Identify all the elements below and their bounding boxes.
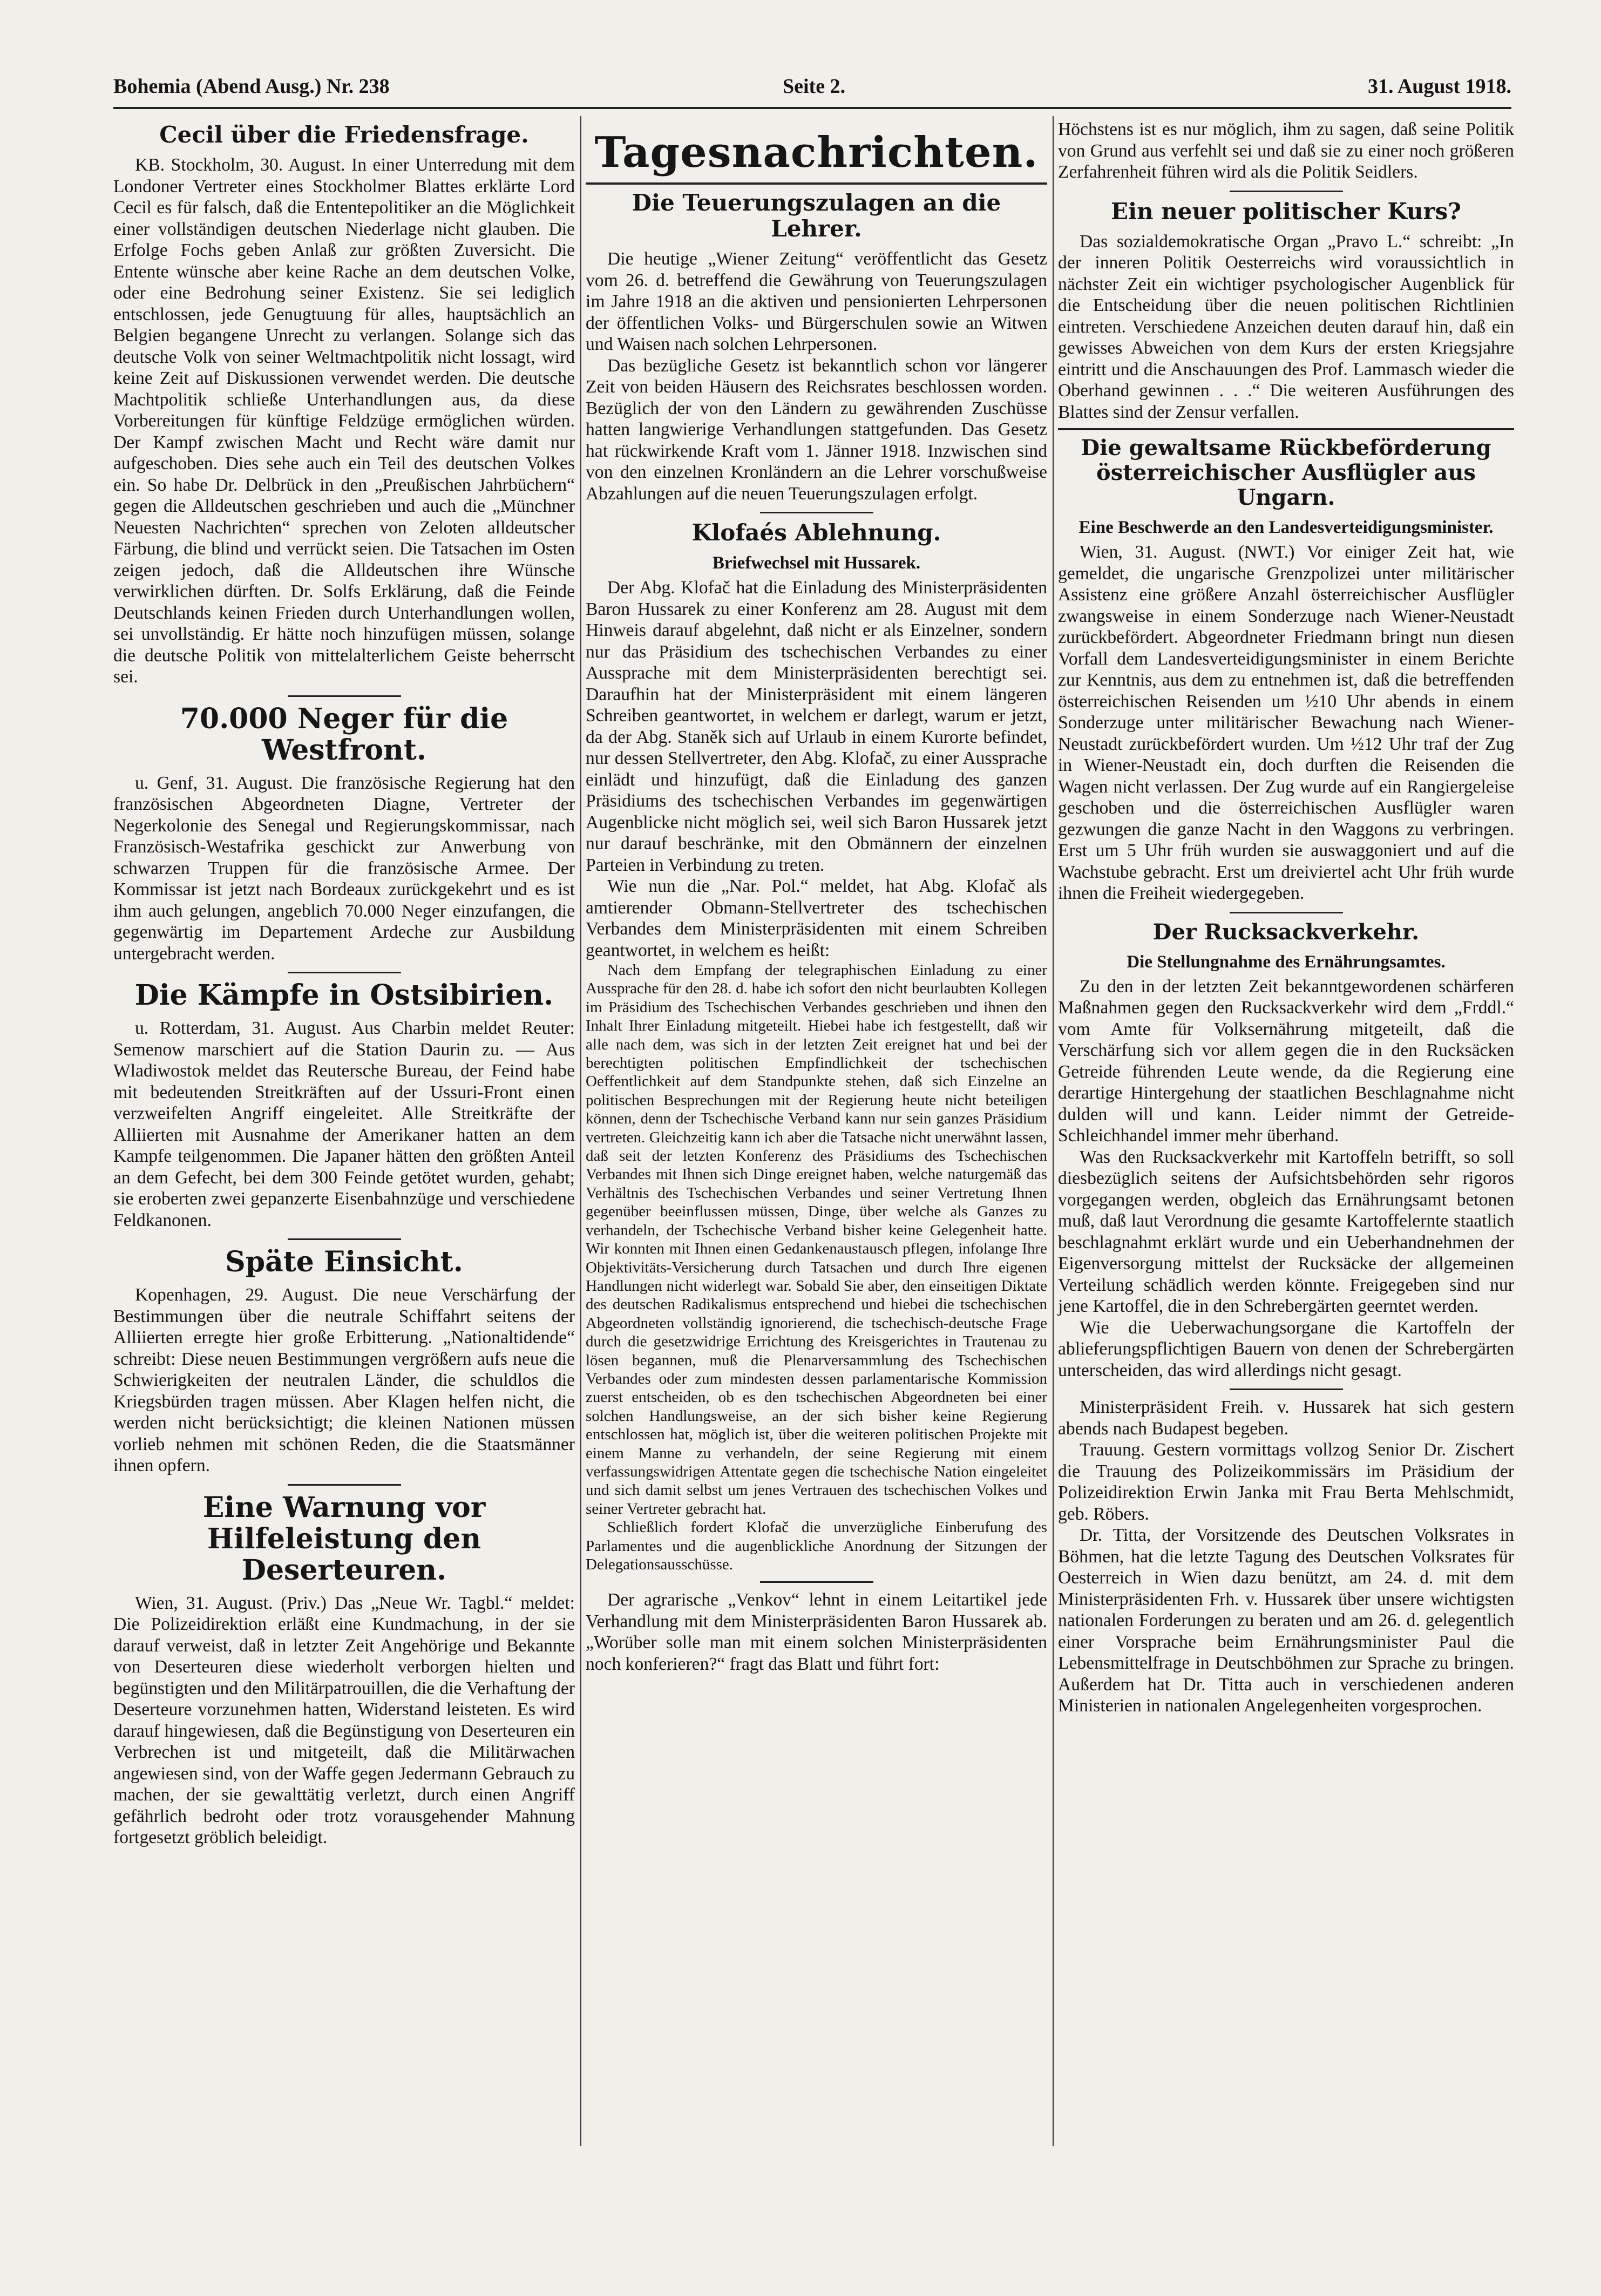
note-titta: Dr. Titta, der Vorsitzende des Deutschen Volksrates in Böhmen, hat die letzte Tagung des Deutschen Volksrates für Oesterreich in Wien dazu benützt, am 24. d. mit dem Ministerpräsidenten Frh. v. Hussarek über unsere wichtigsten nationalen Forderungen zu beraten und am 26. d. gelegentlich einer Vorsprache beim Ernährungsminister Paul die Lebensmittelfrage in Deutschböhmen zur Sprache zu bringen. Außerdem hat Dr. Titta auch in verschiedenen anderen Ministerien in nationalen Angelegenheiten vorgesprochen.: [1058, 1525, 1514, 1716]
article-separator: [760, 1581, 873, 1583]
issue-date: 31. August 1918.: [1367, 75, 1511, 98]
article-rucksack-p2: Was den Rucksackverkehr mit Kartoffeln betrifft, so soll diesbezüglich seitens der Aufsichtsbehörden sehr rigoros vorgegangen werden, obgleich das Ernährungsamt betonen muß, daß laut Verordnung die gesamte Kartoffelernte staatlich beschlagnahmt erklärt wurde und ein Ueberhandnehmen der Eigenversorgung mittelst der Rucksäcke der allgemeinen Verteilung schädlich werden könnte. Freigegeben sind nur jene Kartoffel, die in den Schrebergärten geerntet werden.: [1058, 1147, 1514, 1316]
article-separator: [760, 512, 873, 513]
article-teuerungszulagen-p1: Die heutige „Wiener Zeitung“ veröffentlicht das Gesetz vom 26. d. betreffend die Gewährung von Teuerungszulagen im Jahre 1918 an die aktiven und pensionierten Lehrpersonen der öffentlichen Volks- und Bürgerschulen sowie an Witwen und Waisen nach solchen Lehrpersonen.: [586, 249, 1047, 354]
article-neuer-kurs: Das sozialdemokratische Organ „Pravo L.“ schreibt: „In der inneren Politik Oesterreichs wird voraussichtlich in nächster Zeit ein wichtiger psychologischer Augenblick für die Entscheidung über die neuen politischen Richtlinien eintreten. Verschiedene Anzeichen deuten darauf hin, daß ein gewisses Abweichen von dem Kurs der ersten Kriegsjahre eintritt und die Anschauungen des Prof. Lammasch wieder die Oberhand gewinnen . . .“ Die weiteren Ausführungen des Blattes sind der Zensur verfallen.: [1058, 231, 1514, 422]
article-separator: [1230, 191, 1343, 192]
article-separator: [288, 972, 401, 973]
headline-cecil: Cecil über die Friedensfrage.: [159, 121, 529, 148]
headline-spaete-einsicht: Späte Einsicht.: [225, 1245, 463, 1278]
subheadline-briefwechsel: Briefwechsel mit Hussarek.: [712, 553, 921, 573]
page-number: Seite 2.: [783, 75, 846, 98]
masthead-issue: Bohemia (Abend Ausg.) Nr. 238: [113, 75, 390, 98]
column-divider-2: [1053, 116, 1054, 2146]
article-klofac-p2: Wie nun die „Nar. Pol.“ meldet, hat Abg. Klofač als amtierender Obmann-Stellvertreter des tschechischen Verbandes dem Ministerpräsidenten mit einem Schreiben geantwortet, in welchem es heißt:: [586, 876, 1047, 960]
section-rule: [1058, 428, 1514, 430]
article-rueckbefoerderung: Wien, 31. August. (NWT.) Vor einiger Zeit hat, wie gemeldet, die ungarische Grenzpolizei unter militärischer Assistenz eine größere Anzahl österreichischer Ausflügler zwangsweise in einem Sonderzuge nach Wiener-Neustadt zurückbefördert. Abgeordneter Friedmann bringt nun diesen Vorfall dem Landesverteidigungsminister in einem Berichte zur Kenntnis, aus dem zu entnehmen ist, daß die betreffenden österreichischen Reisenden um ½10 Uhr abends in einem Sonderzuge unter militärischer Bewachung nach Wiener-Neustadt zurückbefördert wurden. Um ½12 Uhr traf der Zug in Wiener-Neustadt ein, doch durften die Reisenden die Wagen nicht verlassen. Der Zug wurde auf ein Rangiergeleise geschoben und die österreichischen Ausflügler waren gezwungen die ganze Nacht in den Waggons zu verbringen. Erst um 5 Uhr früh wurden sie auswaggoniert und auf die Wachstube gebracht. Erst um dreiviertel acht Uhr früh wurde ihnen die Freiheit wiedergegeben.: [1058, 542, 1514, 903]
article-neger-westfront: u. Genf, 31. August. Die französische Regierung hat den französischen Abgeordneten Diagne, Vertreter der Negerkolonie des Senegal und Regierungskommissar, nach Französisch-Westafrika geschickt zur Anwerbung von schwarzen Truppen für die französische Armee. Der Kommissar ist jetzt nach Bordeaux zurückgekehrt und es ist ihm auch gelungen, angeblich 70.000 Neger einzufangen, die gegenwärtig im Departement Ardeche zur Ausbildung untergebracht werden.: [113, 773, 575, 964]
article-cecil: KB. Stockholm, 30. August. In einer Unterredung mit dem Londoner Vertreter eines Stockholmer Blattes erklärte Lord Cecil es für falsch, daß die Ententepolitiker an die Möglichkeit einer vollständigen deutschen Niederlage nicht glauben. Die Erfolge Fochs geben Anlaß zur größten Zuversicht. Die Entente wünsche aber keine Rache an dem deutschen Volke, oder eine Bedrohung seiner Existenz. Sie sei lediglich entschlossen, jede Genugtuung für alles, hauptsächlich an Belgien begangene Unrecht zu verlangen. Solange sich das deutsche Volk von seiner Weltmachtpolitik nicht lossagt, wird keine Zeit auf Diskussionen verwendet werden. Die deutsche Machtpolitik schließe Unterhandlungen aus, da diese Vorbereitungen für künftige Feldzüge ermöglichen würden. Der Kampf zwischen Macht und Recht wäre damit nur aufgeschoben. Dies sehe auch ein Teil des deutschen Volkes ein. So habe Dr. Delbrück in den „Preußischen Jahrbüchern“ gegen die Alldeutschen geschrieben und auch die „Münchner Neuesten Nachrichten“ sprechen von Zeloten alldeutscher Färbung, die blind und verrückt seien. Die Tatsachen im Osten zeigen jedoch, daß die Alldeutschen ihre Wünsche verwirklichen dürften. Dr. Solfs Erklärung, daß die Feinde Deutschlands keinen Frieden durch Unterhandlungen wollen, sei unvollständig. Er hätte noch hinzufügen müssen, solange die deutsche Politik von mittelalterlichem Geiste beherrscht sei.: [113, 155, 575, 687]
article-venkov: Der agrarische „Venkov“ lehnt in einem Leitartikel jede Verhandlung mit dem Ministerpräsidenten Baron Hussarek ab. „Worüber solle man mit einem solchen Ministerpräsidenten noch konferieren?“ fragt das Blatt und führt fort:: [586, 1590, 1047, 1674]
article-deserteure: Wien, 31. August. (Priv.) Das „Neue Wr. Tagbl.“ meldet: Die Polizeidirektion erläßt eine Kundmachung, in der sie darauf verweist, daß in letzter Zeit Angehörige und Bekannte von Deserteuren diese wiederholt verborgen hielten und begünstigten und den Militärpatrouillen, die die Verhaftung der Deserteure vorzunehmen hatten, Widerstand leisteten. Es wird darauf hingewiesen, daß die Begünstigung von Deserteuren ein Verbrechen ist und mitgeteilt, daß die Militärwachen angewiesen sind, von der Waffe gegen Jedermann Gebrauch zu machen, der sie gewalttätig verletzt, durch einen Angriff gefährlich bedroht oder trotz vorausgehender Mahnung fortgesetzt gröblich beleidigt.: [113, 1593, 575, 1847]
header-rule: [113, 107, 1511, 109]
article-ostsibirien: u. Rotterdam, 31. August. Aus Charbin meldet Reuter: Semenow marschiert auf die Station Daurin zu. — Aus Wladiwostok meldet das Reutersche Bureau, der Feind habe mit bedeutenden Streitkräften auf der Ussuri-Front einen verzweifelten Angriff eingeleitet. Alle Streitkräfte der Alliierten mit Ausnahme der Amerikaner hatten an dem Kampfe teilgenommen. Die Japaner hätten den größten Anteil an dem Gefecht, bei dem 300 Feinde getötet wurden, gehabt; sie eroberten zwei gepanzerte Eisenbahnzüge und verschiedene Feldkanonen.: [113, 1018, 575, 1230]
article-separator: [288, 695, 401, 697]
headline-neger-westfront: 70.000 Neger für die Westfront.: [180, 702, 508, 767]
headline-rueckbefoerderung: Die gewaltsame Rückbeförderung österreichischer Ausflügler aus Ungarn.: [1081, 435, 1491, 510]
headline-klofac-ablehnung: Klofaés Ablehnung.: [691, 519, 941, 546]
article-klofac-quote-2: Schließlich fordert Klofač die unverzügliche Einberufung des Parlamentes und die augenblickliche Anordnung der Sitzungen der Delegationsausschüsse.: [586, 1519, 1047, 1573]
headline-ostsibirien: Die Kämpfe in Ostsibirien.: [134, 979, 554, 1012]
article-separator: [288, 1484, 401, 1486]
column-1: [113, 119, 575, 1848]
running-head: [113, 74, 1511, 107]
article-separator: [1230, 1389, 1343, 1390]
article-klofac-quote-1: Nach dem Empfang der telegraphischen Einladung zu einer Aussprache für den 28. d. habe ich sofort den nicht beurlaubten Kollegen im Präsidium des Tschechischen Verbandes geschrieben und ihnen den Inhalt Ihrer Einladung mitgeteilt. Hiebei habe ich festgestellt, daß wir alle nach dem, was sich in der letzten Zeit ereignet hat und bei der berechtigten politischen Empfindlichkeit der tschechischen Oeffentlichkeit auf dem Standpunkte stehen, daß sich Einzelne an politischen Besprechungen mit der Regierung heute nicht beteiligen können, denn der Tschechische Verband kann nur sein ganzes Präsidium vertreten. Gleichzeitig kann ich aber die Tatsache nicht unerwähnt lassen, daß seit der letzten Konferenz des Präsidiums des Tschechischen Verbandes mit Ihnen sich Dinge ereignet haben, welche naturgemäß das Verhältnis des Tschechischen Verbandes und seiner Vertretung Ihnen gegenüber beeinflussen müssen, Dinge, über welche als Ganzes zu verhandeln, der Tschechische Verband bisher keine Gelegenheit hatte. Wir konnten mit Ihnen einen Gedankenaustausch pflegen, infolange Ihre Objektivitäts-Versicherung durch Tatsachen und durch Ihre eigenen Handlungen nicht widerlegt war. Sobald Sie aber, den einseitigen Diktate des deutschen Radikalismus entsprechend und hiebei die tschechischen Abgeordneten vollständig ignorierend, die tschechisch-deutsche Frage durch die gesetzwidrige Errichtung des Kreisgerichtes in Trautenau zu lösen begannen, muß die Plenarversammlung des Tschechischen Verbandes oder zum mindesten dessen parlamentarische Kommission zuerst entscheiden, ob es den tschechischen Abgeordneten bei einer solchen Handlungsweise, an der sich bisher keine Regierung entschlossen hat, möglich ist, über die weiteren politischen Projekte mit einem Manne zu verhandeln, der seine Regierung mit einem verfassungswidrigen Attentate gegen die tschechische Nation eingeleitet und sich damit selbst um jenes Vertrauen des tschechischen Volkes und seiner Vertreter gebracht hat.: [586, 961, 1047, 1518]
article-separator: [288, 1238, 401, 1240]
article-rucksack-p1: Zu den in der letzten Zeit bekanntgewordenen schärferen Maßnahmen gegen den Rucksackverkehr wird dem „Frddl.“ vom Amte für Volksernährung mitgeteilt, daß die Verschärfung sich vor allem gegen die in den Rucksäcken Getreide führenden Leute wende, da die Regierung eine derartige Hintergehung der staatlichen Beschlagnahme nicht dulden will und kann. Leider nimmt der Getreide-Schleichhandel immer mehr überhand.: [1058, 976, 1514, 1146]
article-teuerungszulagen-p2: Das bezügliche Gesetz ist bekanntlich schon vor längerer Zeit von beiden Häusern des Reichsrates beschlossen worden. Bezüglich der von den Ländern zu gewährenden Zuschüsse hatten langwierige Verhandlungen stattgefunden. Das Gesetz hat rückwirkende Kraft vom 1. Jänner 1918. Inzwischen sind von den einzelnen Kronländern an die Lehrer vorschußweise Abzahlungen auf die neuen Teuerungszulagen erfolgt.: [586, 355, 1047, 504]
headline-deserteure: Eine Warnung vor Hilfeleistung den Deserteuren.: [202, 1491, 486, 1587]
column-3: [1058, 119, 1514, 1717]
section-title-tagesnachrichten: Tagesnachrichten.: [594, 128, 1039, 177]
subheadline-ernaehrungsamt: Die Stellungnahme des Ernährungsamtes.: [1127, 952, 1446, 972]
note-hussarek-budapest: Ministerpräsident Freih. v. Hussarek hat sich gestern abends nach Budapest begeben.: [1058, 1397, 1514, 1439]
subheadline-beschwerde: Eine Beschwerde an den Landesverteidigungsminister.: [1078, 518, 1494, 537]
column-2: [586, 119, 1047, 1675]
section-rule: [586, 182, 1047, 185]
article-klofac-p1: Der Abg. Klofač hat die Einladung des Ministerpräsidenten Baron Hussarek zu einer Konferenz am 28. August mit dem Hinweis darauf abgelehnt, daß nicht er als Einzelner, sondern nur das Präsidium des tschechischen Verbandes zu einer Aussprache mit dem Ministerpräsidenten berechtigt sei. Daraufhin hat der Ministerpräsident mit einem längeren Schreiben geantwortet, in welchem er darlegt, warum er jetzt, da der Abg. Staněk sich auf Urlaub in einem Kurorte befindet, nur dessen Stellvertreter, den Abg. Klofač, zu einer Aussprache einlädt und hinzufügt, daß die Einladung des ganzen Präsidiums des tschechischen Verbandes im gegenwärtigen Augenblicke nicht möglich sei, weil sich Baron Hussarek jetzt nur darauf beschränke, mit den Obmännern der einzelnen Parteien in Verbindung zu treten.: [586, 578, 1047, 875]
headline-rucksackverkehr: Der Rucksackverkehr.: [1152, 919, 1420, 945]
headline-teuerungszulagen: Die Teuerungszulagen an die Lehrer.: [632, 189, 1001, 242]
article-spaete-einsicht: Kopenhagen, 29. August. Die neue Verschärfung der Bestimmungen über die neutrale Schiffahrt seitens der Alliierten erregte hier große Erbitterung. „Nationaltidende“ schreibt: Diese neuen Bestimmungen vergrößern aufs neue die Schwierigkeiten der neutralen Länder, die schuldlos die Kriegsbürden tragen müssen. Aber Klagen helfen nicht, die werden nicht berücksichtigt; die kleinen Nationen müssen vorlieb nehmen mit schönen Reden, die die Staatsmänner ihnen opfern.: [113, 1285, 575, 1475]
article-separator: [1230, 912, 1343, 913]
article-rucksack-p3: Wie die Ueberwachungsorgane die Kartoffeln der ablieferungspflichtigen Bauern von denen der Schrebergärten unterscheiden, das wird allerdings nicht gesagt.: [1058, 1317, 1514, 1380]
column-divider-1: [580, 116, 581, 2146]
note-trauung: Trauung. Gestern vormittags vollzog Senior Dr. Zischert die Trauung des Polizeikommissärs im Präsidium der Polizeidirektion Erwin Janka mit Frau Berta Mehlschmidt, geb. Röbers.: [1058, 1440, 1514, 1524]
article-venkov-continued: Höchstens ist es nur möglich, ihm zu sagen, daß seine Politik von Grund aus verfehlt sei und daß sie zu einer noch größeren Zerfahrenheit führen wird als die Politik Seidlers.: [1058, 119, 1514, 182]
headline-neuer-kurs: Ein neuer politischer Kurs?: [1111, 198, 1461, 225]
